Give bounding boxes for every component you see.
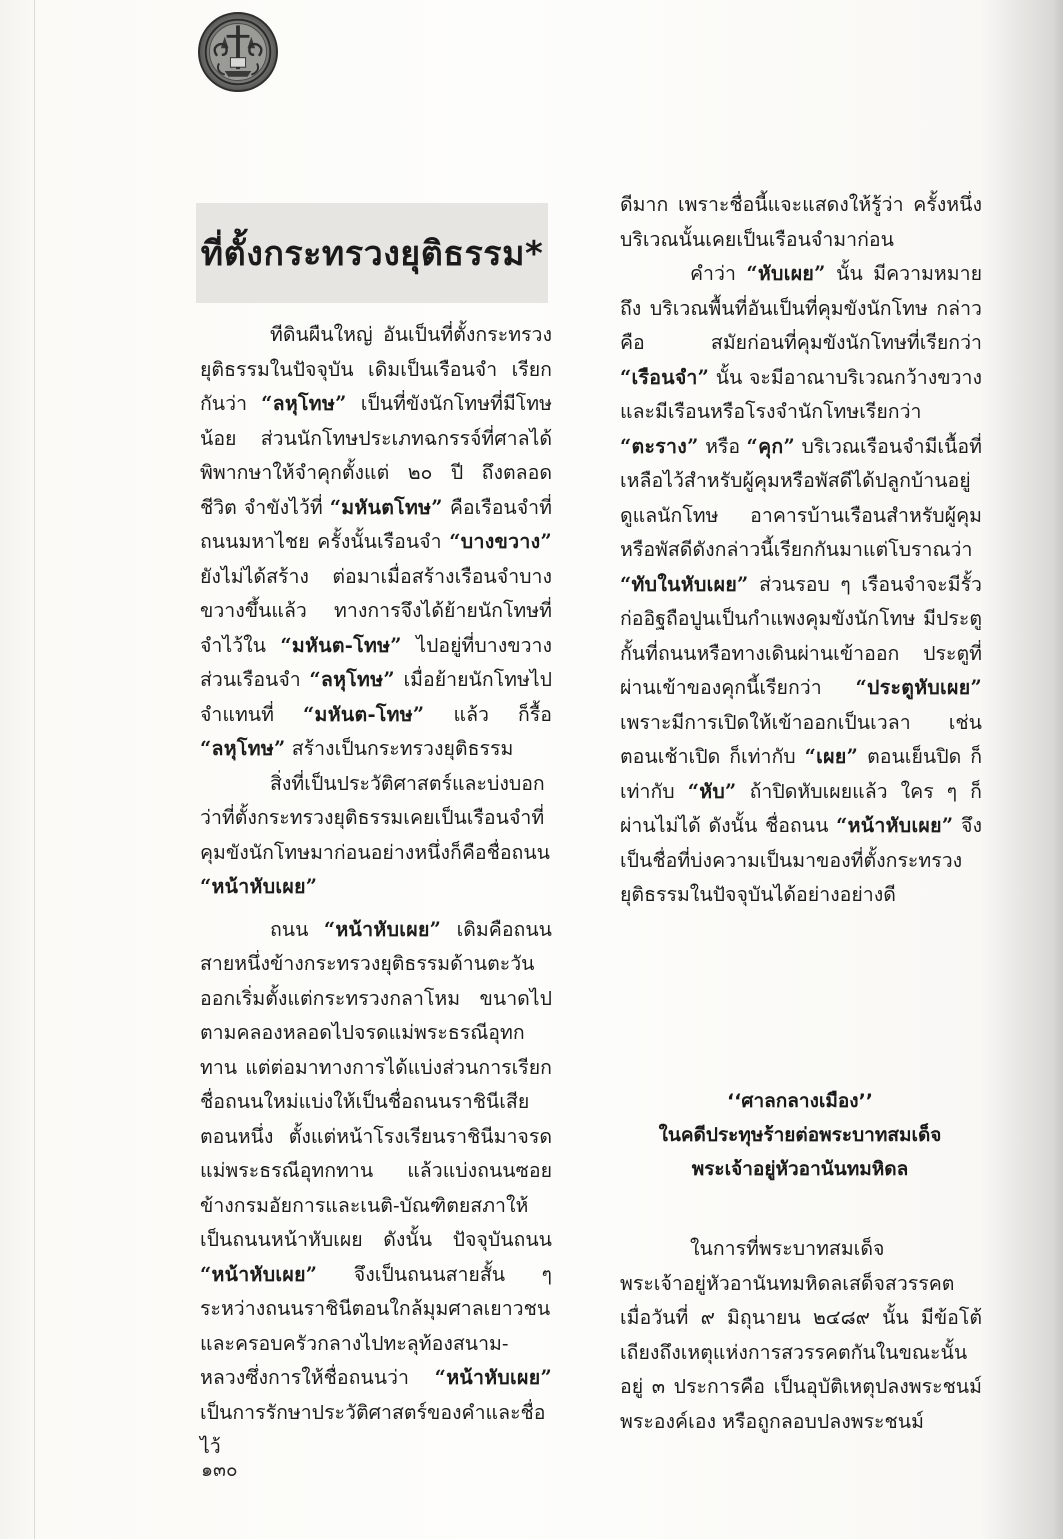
- text-run: นั้น จะมีอาณาบริเวณกว้างขวาง และมีเรือนหรือโรงจำนักโทษเรียกว่า: [620, 365, 982, 423]
- quoted-term: “ลหุโทษ”: [200, 737, 286, 760]
- quoted-term: “หับ”: [687, 779, 737, 803]
- text-run: เดิมคือถนนสายหนึ่งข้างกระทรวงยุติธรรมด้านตะวันออกเริ่มตั้งแต่กระทรวงกลาโหม ขนาดไปตามคลองหลอดไปจรดแม่พระธรณีอุทกทาน แต่ต่อมาทางการได้แบ่งส่วนการเรียกชื่อถนนใหม่แบ่งให้เป็นชื่อถนนราชินีเสียตอนหนึ่ง ตั้งแต่หน้าโรงเรียนราชินีมาจรดแม่พระธรณีอุทกทาน แล้วแบ่งถนนซอยข้างกรมอัยการและเนติ-บัณฑิตยสภาให้เป็นถนนหน้าหับเผย ดังนั้น ปัจจุบันถนน: [200, 917, 553, 1251]
- section-heading: [600, 1084, 1000, 1186]
- ministry-seal-icon: [198, 12, 278, 92]
- section-heading-line-3: พระเจ้าอยู่หัวอานันทมหิดล: [691, 1158, 909, 1180]
- text-run: บริเวณเรือนจำมีเนื้อที่เหลือไว้สำหรับผู้คุมหรือพัสดีได้ปลูกบ้านอยู่ดูแลนักโทษ อาคารบ้านเรือนสำหรับผู้คุมหรือพัสดีดังกล่าวนี้เรียกกันมาแต่โบราณว่า: [620, 434, 982, 561]
- section-heading-line-2: ในคดีประทุษร้ายต่อพระบาทสมเด็จ: [658, 1124, 942, 1146]
- text-run: จึงเป็นถนนสายสั้น ๆ ระหว่างถนนราชินีตอนใกล้มุมศาลเยาวชนและครอบครัวกลางไปทะลุท้องสนาม-หลวงซึ่งการให้ชื่อถนนว่า: [200, 1262, 552, 1389]
- quoted-term: “หน้าหับเผย”: [200, 1262, 318, 1286]
- quoted-term: “มหันต-โทษ”: [280, 633, 402, 657]
- text-run: ถ้าปิดหับเผยแล้ว ใคร ๆ ก็ผ่านไม่ได้ ดังนั้น ชื่อถนน: [620, 779, 982, 837]
- text-run: เป็นที่ขังนักโทษที่มีโทษน้อย ส่วนนักโทษประเภทฉกรรจ์ที่ศาลได้พิพากษาให้จำคุกตั้งแต่ ๒๐ ปี ถึงตลอดชีวิต จำขังไว้ที่: [200, 392, 552, 519]
- text-run: ยังไม่ได้สร้าง ต่อมาเมื่อสร้างเรือนจำบางขวางขึ้นแล้ว ทางการจึงได้ย้ายนักโทษที่จำไว้ใน: [200, 564, 552, 657]
- article-title-box: [196, 203, 548, 303]
- quoted-term: “ทับในหับเผย”: [620, 572, 749, 596]
- quoted-term: “ประตูหับเผย”: [855, 676, 982, 699]
- text-run: นั้น มีความหมายถึง บริเวณพื้นที่อันเป็นที่คุมขังนักโทษ กล่าวคือ สมัยก่อนที่คุมขังนักโทษที่เรียกว่า: [620, 262, 983, 354]
- paragraph-hubphoei: [620, 257, 982, 913]
- text-run: สร้างเป็นกระทรวงยุติธรรม: [285, 737, 514, 760]
- text-run: ทีดินผืนใหญ่ อันเป็นที่ตั้งกระทรวงยุติธรรมในปัจจุบัน เดิมเป็นเรือนจำ เรียกกันว่า: [200, 323, 552, 415]
- right-text-column: [620, 188, 982, 913]
- quoted-term: “หน้าหับเผย”: [200, 875, 318, 898]
- section-2-text: [620, 1232, 982, 1439]
- section-heading-line-1: ‘‘ศาลกลางเมือง’’: [726, 1090, 874, 1112]
- text-run: คือเรือนจำที่ถนนมหาไชย ครั้งนั้นเรือนจำ: [200, 495, 552, 553]
- text-run: จึงเป็นชื่อที่บ่งความเป็นมาของที่ตั้งกระทรวงยุติธรรมในปัจจุบันได้อย่างอย่างดี: [620, 814, 982, 906]
- text-run: เมื่อย้ายนักโทษไปจำแทนที่: [200, 668, 553, 726]
- paragraph-1: [200, 318, 552, 767]
- text-run: สิ่งที่เป็นประวัติศาสตร์และบ่งบอกว่าที่ตั้งกระทรวงยุติธรรมเคยเป็นเรือนจำที่คุมขังนักโทษมาก่อนอย่างหนึ่งก็คือชื่อถนน: [200, 771, 551, 864]
- paragraph-3: [200, 913, 552, 1465]
- quoted-term: “หน้าหับเผย”: [836, 814, 954, 837]
- quoted-term: “มหันต-โทษ”: [303, 702, 425, 726]
- quoted-term: “ลหุโทษ”: [261, 392, 347, 415]
- quoted-term: “หับเผย”: [746, 262, 826, 285]
- text-run: ถนน: [270, 917, 324, 941]
- text-run: ตอนเย็นปิด ก็เท่ากับ: [620, 745, 983, 803]
- quoted-term: “เผย”: [804, 745, 859, 768]
- paragraph-2: [200, 767, 552, 905]
- quoted-term: “ตะราง”: [620, 434, 699, 458]
- text-run: ไปอยู่ที่บางขวาง ส่วนเรือนจำ: [200, 633, 552, 691]
- quoted-term: “คุก”: [746, 434, 796, 458]
- quoted-term: “หน้าหับเผย”: [434, 1366, 552, 1389]
- quoted-term: “หน้าหับเผย”: [323, 917, 442, 941]
- text-run: เป็นการรักษาประวัติศาสตร์ของคำและชื่อไว้: [200, 1400, 546, 1458]
- text-run: คำว่า: [690, 262, 747, 285]
- page-gutter-line: [34, 0, 35, 1539]
- text-run: เพราะมีการเปิดให้เข้าออกเป็นเวลา เช่น ตอนเช้าเปิด ก็เท่ากับ: [620, 710, 982, 768]
- text-run: ดีมาก เพราะชื่อนี้แจะแสดงให้รู้ว่า ครั้งหนึ่งบริเวณนั้นเคยเป็นเรือนจำมาก่อน: [620, 193, 982, 251]
- quoted-term: “ลหุโทษ”: [309, 668, 395, 691]
- left-text-column: [200, 318, 552, 1465]
- article-title: ที่ตั้งกระทรวงยุติธรรม*: [200, 234, 544, 274]
- quoted-term: “บางขวาง”: [449, 530, 552, 553]
- quoted-term: “เรือนจำ”: [620, 365, 710, 389]
- text-run: หรือ: [698, 434, 747, 458]
- text-run: แล้ว ก็รื้อ: [424, 702, 552, 726]
- paragraph-continued: [620, 188, 982, 257]
- text-run: ส่วนรอบ ๆ เรือนจำจะมีรั้วก่ออิฐถือปูนเป็นกำแพงคุมขังนักโทษ มีประตูกั้นที่ถนนหรือทางเดินผ่านเข้าออก ประตูที่ผ่านเข้าของคุกนี้เรียกว่า: [620, 572, 982, 699]
- quoted-term: “มหันตโทษ”: [329, 495, 443, 519]
- section-2-paragraph: ในการที่พระบาทสมเด็จพระเจ้าอยู่หัวอานันทมหิดลเสด็จสวรรคตเมื่อวันที่ ๙ มิถุนายน ๒๔๘๙ นั้น มีข้อโต้เถียงถึงเหตุแห่งการสวรรคตกันในขณะนั้นอยู่ ๓ ประการคือ เป็นอุบัติเหตุปลงพระชนม์พระองค์เอง หรือถูกลอบปลงพระชนม์: [620, 1237, 982, 1433]
- seal-emblem-graphic: [200, 14, 276, 90]
- page-number: ๑๓๐: [201, 1459, 238, 1481]
